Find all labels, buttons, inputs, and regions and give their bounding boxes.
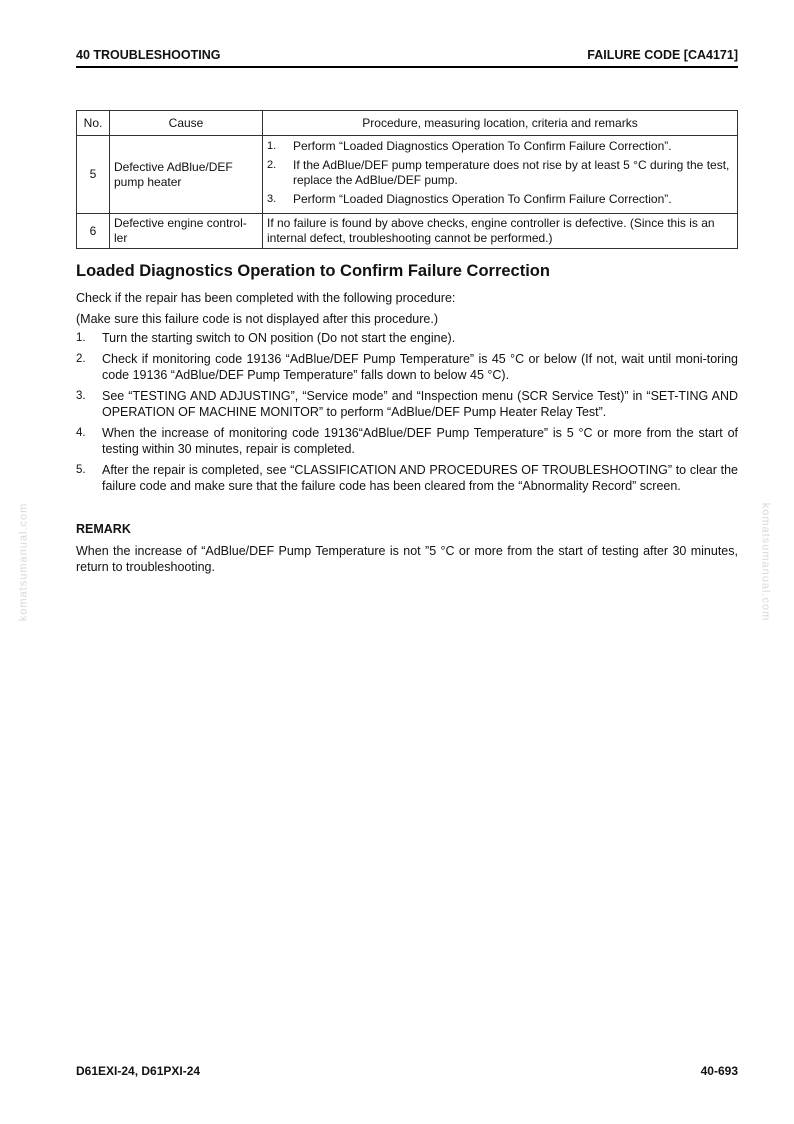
model-label: D61EXI-24, D61PXI-24 — [76, 1064, 201, 1078]
watermark-left: komatsumanual.com — [17, 502, 30, 622]
list-number: 5. — [76, 464, 86, 476]
page-header — [76, 48, 738, 68]
remark-heading: REMARK — [76, 522, 131, 536]
step-number: 1. — [267, 140, 277, 152]
procedure-step — [267, 139, 733, 154]
col-procedure-header: Procedure, measuring location, criteria and remarks — [263, 111, 738, 136]
procedure-step — [267, 158, 733, 188]
step-text: Perform “Loaded Diagnostics Operation To Confirm Failure Correction”. — [293, 192, 672, 206]
table-header-row — [77, 111, 738, 136]
step-number: 2. — [267, 159, 277, 171]
list-item — [76, 330, 738, 346]
table-row — [77, 136, 738, 214]
list-text: After the repair is completed, see “CLASSIFICATION AND PROCEDURES OF TROUBLESHOOTING” to clear the failure code and make sure that the failure code has been cleared from the “Abnormality Record” screen. — [102, 463, 738, 493]
list-number: 2. — [76, 353, 86, 365]
cause-table — [76, 110, 738, 249]
procedure-list — [76, 330, 738, 499]
watermark-right: komatsumanual.com — [759, 502, 772, 622]
intro-text: Check if the repair has been completed with the following procedure: — [76, 291, 456, 305]
step-text: If the AdBlue/DEF pump temperature does not rise by at least 5 °C during the test, replace the AdBlue/DEF pump. — [293, 158, 730, 187]
intro-note: (Make sure this failure code is not displayed after this procedure.) — [76, 312, 438, 326]
row-procedure — [263, 136, 738, 214]
list-item — [76, 462, 738, 494]
list-number: 1. — [76, 332, 86, 344]
failure-code-label: FAILURE CODE [CA4171] — [587, 48, 738, 62]
page-number: 40-693 — [700, 1064, 738, 1078]
remark-text: When the increase of “AdBlue/DEF Pump Temperature is not ”5 °C or more from the start of testing after 30 minutes, return to troubleshooting. — [76, 544, 738, 574]
list-item — [76, 425, 738, 457]
row-procedure: If no failure is found by above checks, engine controller is defective. (Since this is an internal defect, troubleshooting cannot be performed.) — [263, 214, 738, 249]
list-number: 4. — [76, 427, 86, 439]
list-text: See “TESTING AND ADJUSTING”, “Service mode” and “Inspection menu (SCR Service Test)” in “SET-TING AND OPERATION OF MACHINE MONITOR” to perform “AdBlue/DEF Pump Heater Relay Test”. — [102, 389, 738, 419]
list-text: Check if monitoring code 19136 “AdBlue/DEF Pump Temperature” is 45 °C or below (If not, wait until moni-toring code 19136 “AdBlue/DEF Pump Temperature” falls down to below 45 °C). — [102, 352, 738, 382]
section-label: 40 TROUBLESHOOTING — [76, 48, 221, 62]
row-number: 6 — [77, 214, 110, 249]
step-text: Perform “Loaded Diagnostics Operation To Confirm Failure Correction”. — [293, 139, 672, 153]
list-item — [76, 351, 738, 383]
table-row — [77, 214, 738, 249]
procedure-step — [267, 192, 733, 207]
row-number: 5 — [77, 136, 110, 214]
list-text: Turn the starting switch to ON position (Do not start the engine). — [102, 331, 456, 345]
list-item — [76, 388, 738, 420]
section-title: Loaded Diagnostics Operation to Confirm Failure Correction — [76, 262, 550, 280]
row-cause: Defective engine control-ler — [110, 214, 263, 249]
row-cause: Defective AdBlue/DEF pump heater — [110, 136, 263, 214]
list-text: When the increase of monitoring code 19136“AdBlue/DEF Pump Temperature” is 5 °C or more from the start of testing within 30 minutes, repair is completed. — [102, 426, 738, 456]
col-no-header: No. — [77, 111, 110, 136]
list-number: 3. — [76, 390, 86, 402]
step-number: 3. — [267, 193, 277, 205]
col-cause-header: Cause — [110, 111, 263, 136]
page-footer — [76, 1064, 738, 1078]
